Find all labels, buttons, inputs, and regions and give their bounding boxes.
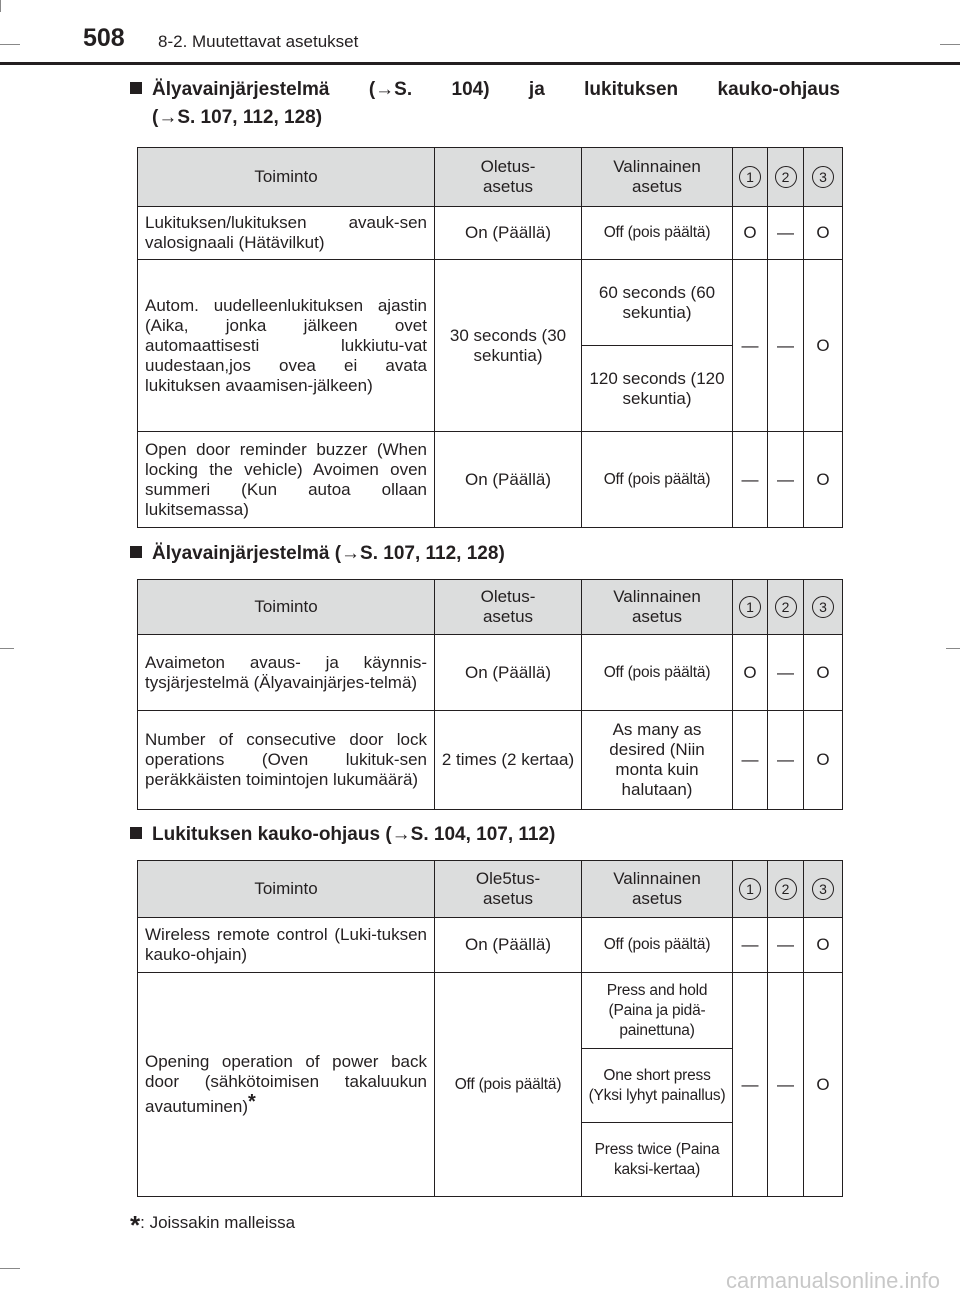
- optional-cell: 60 seconds (60 sekuntia): [582, 260, 733, 346]
- circled-number-icon: 1: [739, 596, 761, 618]
- col-header-default: Oletus- asetus: [435, 148, 582, 207]
- watermark: carmanualsonline.info: [725, 1268, 940, 1293]
- col-header-function: Toiminto: [138, 861, 435, 918]
- mark-cell: O: [804, 207, 843, 260]
- section-title-1: Älyavainjärjestelmä (→S. 104) ja lukituksen kauko-ohjaus: [130, 76, 840, 104]
- circled-number-icon: 1: [739, 166, 761, 188]
- mark-cell: O: [733, 635, 768, 711]
- crop-mark: [0, 1268, 20, 1269]
- default-cell: On (Päällä): [435, 207, 582, 260]
- mark-cell: —: [733, 432, 768, 528]
- section-title-1-cont: (→S. 107, 112, 128): [152, 107, 323, 128]
- col-header-1: [733, 148, 768, 207]
- table-row: [138, 260, 843, 346]
- col-header-function: Toiminto: [138, 148, 435, 207]
- mark-cell: —: [733, 260, 768, 432]
- col-header-3: [804, 148, 843, 207]
- crop-mark: [0, 44, 20, 45]
- table-row: [138, 432, 843, 528]
- mark-cell: O: [804, 711, 843, 810]
- function-cell: Autom. uudelleenlukituksen ajastin (Aika, jonka jälkeen ovet automaattisesti lukkiutu-vat uudestaan,jos ovea ei avata lukituksen avaamisen-jälkeen): [138, 260, 435, 432]
- circled-number-icon: 3: [812, 596, 834, 618]
- circled-number-icon: 2: [775, 596, 797, 618]
- circled-number-icon: 1: [739, 878, 761, 900]
- mark-cell: O: [804, 432, 843, 528]
- default-cell: On (Päällä): [435, 432, 582, 528]
- col-header-1: [733, 580, 768, 635]
- square-bullet-icon: [130, 827, 142, 839]
- table-row: [138, 635, 843, 711]
- square-bullet-icon: [130, 82, 142, 94]
- settings-table-2: [137, 579, 843, 810]
- crop-mark: [940, 44, 960, 45]
- function-cell: Open door reminder buzzer (When locking the vehicle) Avoimen oven summeri (Kun autoa ollaan lukitsemassa): [138, 432, 435, 528]
- function-cell: Number of consecutive door lock operations (Oven lukituk-sen peräkkäisten toimintojen lukumäärä): [138, 711, 435, 810]
- col-header-3: [804, 580, 843, 635]
- mark-cell: —: [768, 260, 804, 432]
- settings-table-3: [137, 860, 843, 1197]
- settings-table-1: [137, 147, 843, 528]
- table-row: [138, 973, 843, 1049]
- table-row: [138, 207, 843, 260]
- function-cell: Lukituksen/lukituksen avauk-sen valosignaali (Hätävilkut): [138, 207, 435, 260]
- optional-cell: Off (pois päältä): [582, 918, 733, 973]
- footnote: *: Joissakin malleissa: [130, 1210, 296, 1240]
- col-header-optional: Valinnainen asetus: [582, 861, 733, 918]
- mark-cell: —: [733, 711, 768, 810]
- section-title-3: Lukituksen kauko-ohjaus (→S. 104, 107, 112): [130, 821, 840, 849]
- crop-mark: [0, 648, 14, 649]
- mark-cell: O: [804, 918, 843, 973]
- mark-cell: O: [733, 207, 768, 260]
- page-number: 508: [83, 24, 125, 52]
- mark-cell: —: [768, 207, 804, 260]
- mark-cell: —: [733, 973, 768, 1197]
- col-header-optional: Valinnainen asetus: [582, 148, 733, 207]
- mark-cell: O: [804, 973, 843, 1197]
- table-row: [138, 918, 843, 973]
- col-header-optional: Valinnainen asetus: [582, 580, 733, 635]
- function-cell: Avaimeton avaus- ja käynnis-tysjärjestelmä (Älyavainjärjes-telmä): [138, 635, 435, 711]
- mark-cell: —: [768, 973, 804, 1197]
- optional-cell: As many as desired (Niin monta kuin halutaan): [582, 711, 733, 810]
- col-header-3: [804, 861, 843, 918]
- mark-cell: O: [804, 635, 843, 711]
- default-cell: On (Päällä): [435, 635, 582, 711]
- optional-cell: One short press (Yksi lyhyt painallus): [582, 1049, 733, 1123]
- page-header: [0, 0, 960, 62]
- chapter-title: 8-2. Muutettavat asetukset: [158, 32, 359, 51]
- circled-number-icon: 3: [812, 166, 834, 188]
- crop-mark: [946, 648, 960, 649]
- col-header-2: [768, 148, 804, 207]
- optional-cell: Off (pois päältä): [582, 207, 733, 260]
- table-row: [138, 711, 843, 810]
- default-cell: On (Päällä): [435, 918, 582, 973]
- optional-cell: 120 seconds (120 sekuntia): [582, 346, 733, 432]
- optional-cell: Off (pois päältä): [582, 635, 733, 711]
- circled-number-icon: 2: [775, 166, 797, 188]
- mark-cell: —: [768, 918, 804, 973]
- function-cell: Wireless remote control (Luki-tuksen kauko-ohjain): [138, 918, 435, 973]
- mark-cell: —: [768, 432, 804, 528]
- circled-number-icon: 2: [775, 878, 797, 900]
- col-header-default: Oletus- asetus: [435, 580, 582, 635]
- default-cell: 30 seconds (30 sekuntia): [435, 260, 582, 432]
- optional-cell: Press and hold (Paina ja pidä-painettuna): [582, 973, 733, 1049]
- function-cell: Opening operation of power back door (sähkötoimisen takaluukun avautuminen)*: [138, 973, 435, 1197]
- col-header-function: Toiminto: [138, 580, 435, 635]
- default-cell: 2 times (2 kertaa): [435, 711, 582, 810]
- optional-cell: Off (pois päältä): [582, 432, 733, 528]
- mark-cell: O: [804, 260, 843, 432]
- circled-number-icon: 3: [812, 878, 834, 900]
- footnote-mark: *: [248, 1091, 256, 1113]
- mark-cell: —: [768, 635, 804, 711]
- col-header-default: Ole5tus- asetus: [435, 861, 582, 918]
- mark-cell: —: [768, 711, 804, 810]
- col-header-1: [733, 861, 768, 918]
- col-header-2: [768, 580, 804, 635]
- col-header-2: [768, 861, 804, 918]
- default-cell: Off (pois päältä): [435, 973, 582, 1197]
- crop-mark: [0, 0, 1, 12]
- footnote-mark: *: [130, 1210, 141, 1240]
- square-bullet-icon: [130, 546, 142, 558]
- optional-cell: Press twice (Paina kaksi-kertaa): [582, 1123, 733, 1197]
- header-rule: [0, 62, 960, 65]
- section-title-2: Älyavainjärjestelmä (→S. 107, 112, 128): [130, 540, 840, 568]
- mark-cell: —: [733, 918, 768, 973]
